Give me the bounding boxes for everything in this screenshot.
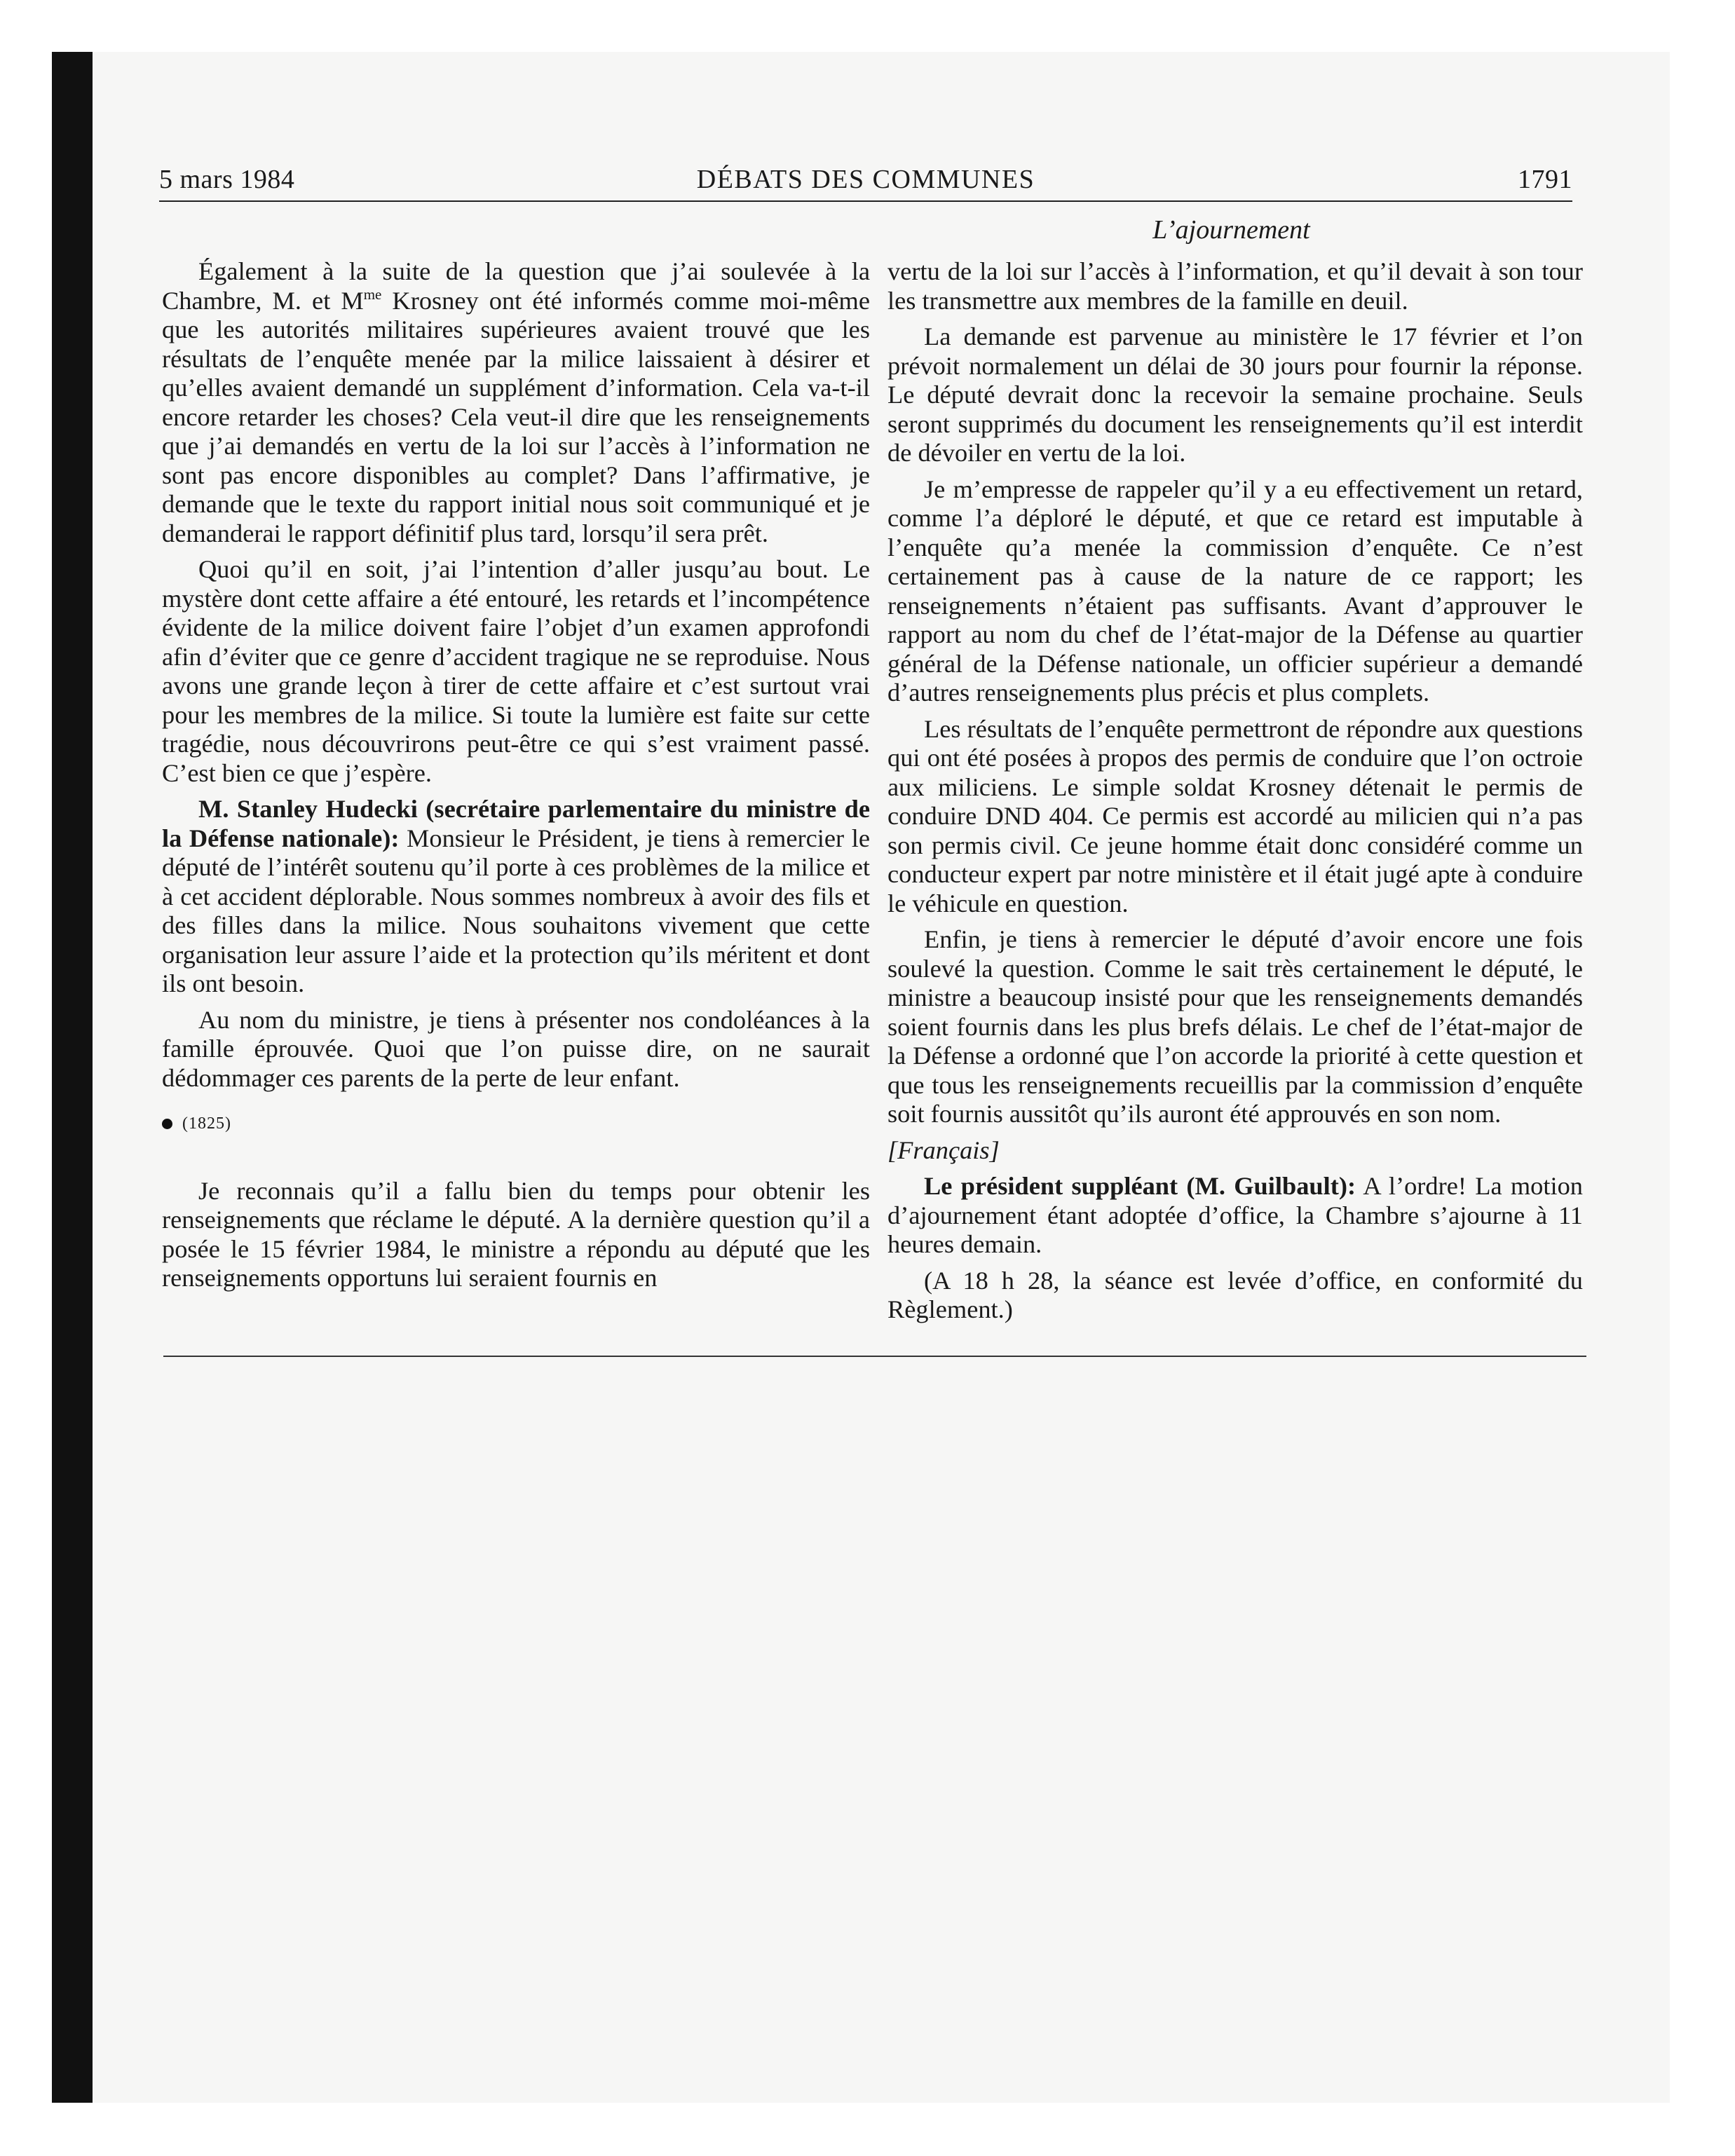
- left-column: [162, 257, 870, 1300]
- paragraph: Je m’empresse de rappeler qu’il y a eu effectivement un retard, comme l’a déploré le député, et que ce retard est imputable à l’enquête qu’a menée la commission d’enquête. Ce n’est certainement pas à cause de la nature de ce rapport; les renseignements n’étaient pas suffisants. Avant d’approuver le rapport au nom du chef de l’état-major de la Défense au quartier général de la Défense nationale, un officier supérieur a demandé d’autres renseignements plus précis et plus complets.: [887, 475, 1583, 707]
- header-date: 5 mars 1984: [159, 165, 295, 194]
- bullet-icon: [162, 1119, 172, 1129]
- bottom-rule: [163, 1356, 1586, 1357]
- timestamp: [162, 1110, 870, 1139]
- speaker-name: M. Stanley Hudecki (secrétaire parlementaire du ministre de la Défense nationale):: [162, 795, 870, 852]
- scanner-edge: [52, 52, 93, 2103]
- paragraph: vertu de la loi sur l’accès à l’information, et qu’il devait à son tour les transmettre aux membres de la famille en deuil.: [887, 257, 1583, 315]
- language-tag: [Français]: [887, 1135, 1000, 1164]
- timestamp-text: (1825): [182, 1114, 231, 1133]
- paragraph: Également à la suite de la question que j’ai soulevée à la Chambre, M. et $M^{me}$ Krosney ont été informés comme moi-même que les autorités militaires supérieures avaient trouvé que les résultats de l’enquête menée par la milice laissaient à désirer et qu’elles avaient demandé un supplément d’information. Cela va-t-il encore retarder les choses? Cela veut-il dire que les renseignements que j’ai demandés en vertu de la loi sur l’accès à l’information ne sont pas encore disponibles au complet? Dans l’affirmative, je demande que le texte du rapport initial nous soit communiqué et je demanderai le rapport définitif plus tard, lorsqu’il sera prêt.: [162, 257, 870, 547]
- superscript: me: [363, 285, 382, 303]
- header-rule: [159, 200, 1572, 202]
- paragraph: La demande est parvenue au ministère le 17 février et l’on prévoit normalement un délai de 30 jours pour fournir la réponse. Le député devrait donc la recevoir la semaine prochaine. Seuls seront supprimés du document les renseignements qu’il est interdit de dévoiler en vertu de la loi.: [887, 322, 1583, 467]
- paragraph: Quoi qu’il en soit, j’ai l’intention d’aller jusqu’au bout. Le mystère dont cette affaire a été entouré, les retards et l’incompétence évidente de la milice doivent faire l’objet d’un examen approfondi afin d’éviter que ce genre d’accident tragique ne se reproduise. Nous avons une grande leçon à tirer de cette affaire et c’est surtout vrai pour les membres de la milice. Si toute la lumière est faite sur cette tragédie, nous découvrirons peut-être ce qui s’est vraiment passé. C’est bien ce que j’espère.: [162, 555, 870, 787]
- page-header: [159, 158, 1572, 199]
- paragraph: Je reconnais qu’il a fallu bien du temps pour obtenir les renseignements que réclame le député. A la dernière question qu’il a posée le 15 février 1984, le ministre a répondu au député que les renseignements opportuns lui seraient fournis en: [162, 1176, 870, 1292]
- paragraph: Enfin, je tiens à remercier le député d’avoir encore une fois soulevé la question. Comme le sait très certainement le député, le ministre a beaucoup insisté pour que les renseignements demandés soient fournis dans les plus brefs délais. Le chef de l’état-major de la Défense a ordonné que l’on accorde la priorité à cette question et que tous les renseignements recueillis par la commission d’enquête soit fournis aussitôt qu’ils auront été approuvés en son nom.: [887, 925, 1583, 1128]
- paragraph: (A 18 h 28, la séance est levée d’office, en conformité du Règlement.): [887, 1266, 1583, 1323]
- speech-paragraph: Le président suppléant (M. Guilbault): A l’ordre! La motion d’ajournement étant adoptée d’office, la Chambre s’ajourne à 11 heures demain.: [887, 1172, 1583, 1258]
- paragraph: Les résultats de l’enquête permettront de répondre aux questions qui ont été posées à propos des permis de conduire que l’on octroie aux miliciens. Le simple soldat Krosney détenait le permis de conduire DND 404. Ce permis est accordé au milicien qui n’a pas son permis civil. Ce jeune homme était donc considéré comme un conducteur expert par notre ministère et il était jugé apte à conduire le véhicule en question.: [887, 714, 1583, 917]
- speaker-name: Le président suppléant (M. Guilbault):: [924, 1172, 1356, 1200]
- paragraph: Au nom du ministre, je tiens à présenter nos condoléances à la famille éprouvée. Quoi que l’on puisse dire, on ne saurait dédommager ces parents de la perte de leur enfant.: [162, 1005, 870, 1092]
- running-head: L’ajournement: [1152, 215, 1310, 245]
- header-title: DÉBATS DES COMMUNES: [696, 165, 1035, 194]
- right-column: [887, 257, 1583, 1332]
- speech-paragraph: M. Stanley Hudecki (secrétaire parlementaire du ministre de la Défense nationale): Monsieur le Président, je tiens à remercier le député de l’intérêt soutenu qu’il porte à ces problèmes de la milice et à cet accident déplorable. Nous sommes nombreux à avoir des fils et des filles dans la milice. Nous souhaitons vivement que cette organisation leur assure l’aide et la protection qu’ils méritent et dont ils ont besoin.: [162, 795, 870, 997]
- page-number: 1791: [1518, 165, 1572, 194]
